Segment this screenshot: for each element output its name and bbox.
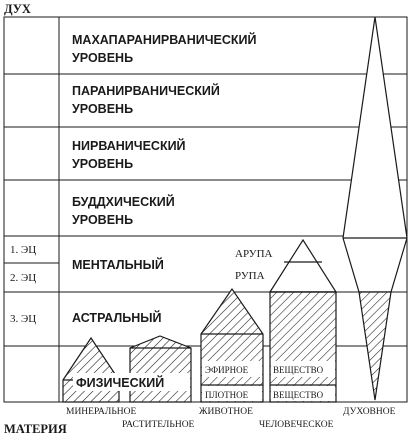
kingdom-label-spiritual: ДУХОВНОЕ <box>343 407 396 417</box>
level-2-line2: УРОВЕНЬ <box>72 102 134 116</box>
level-3-line1: НИРВАНИЧЕСКИЙ <box>72 139 186 153</box>
side-label-2: 2. ЭЦ <box>10 272 37 284</box>
kingdom-label-human: ЧЕЛОВЕЧЕСКОЕ <box>259 420 334 430</box>
side-label-3: 3. ЭЦ <box>10 313 37 325</box>
kingdom-label-plant: РАСТИТЕЛЬНОЕ <box>122 420 195 430</box>
side-label-1: 1. ЭЦ <box>10 244 37 256</box>
level-4-line1: БУДДХИЧЕСКИЙ <box>72 195 175 209</box>
level-1-line1: МАХАПАРАНИРВАНИЧЕСКИЙ <box>72 33 257 47</box>
sublevel-arupa: АРУПА <box>235 248 273 260</box>
kingdom-mineral-shape <box>63 338 119 402</box>
axis-bottom-label: МАТЕРИЯ <box>4 422 67 436</box>
level-2-line1: ПАРАНИРВАНИЧЕСКИЙ <box>72 84 220 98</box>
level-4-line2: УРОВЕНЬ <box>72 213 134 227</box>
level-mental: МЕНТАЛЬНЫЙ <box>72 258 164 272</box>
level-3-line2: УРОВЕНЬ <box>72 157 134 171</box>
kingdom-plant-shape <box>130 336 191 402</box>
tag-substance-lower: ВЕЩЕСТВО <box>273 390 324 400</box>
level-astral: АСТРАЛЬНЫЙ <box>72 311 162 325</box>
level-1-line2: УРОВЕНЬ <box>72 51 134 65</box>
level-physical: ФИЗИЧЕСКИЙ <box>76 376 165 390</box>
tag-etheric: ЭФИРНОЕ <box>205 365 249 375</box>
kingdom-label-mineral: МИНЕРАЛЬНОЕ <box>66 407 137 417</box>
axis-top-label: ДУХ <box>4 2 31 16</box>
tag-substance-upper: ВЕЩЕСТВО <box>273 365 324 375</box>
kingdom-label-animal: ЖИВОТНОЕ <box>199 407 253 417</box>
sublevel-rupa: РУПА <box>235 270 265 282</box>
tag-dense: ПЛОТНОЕ <box>205 390 249 400</box>
kingdom-human-shape <box>270 240 336 402</box>
kingdom-animal-shape <box>201 289 263 402</box>
